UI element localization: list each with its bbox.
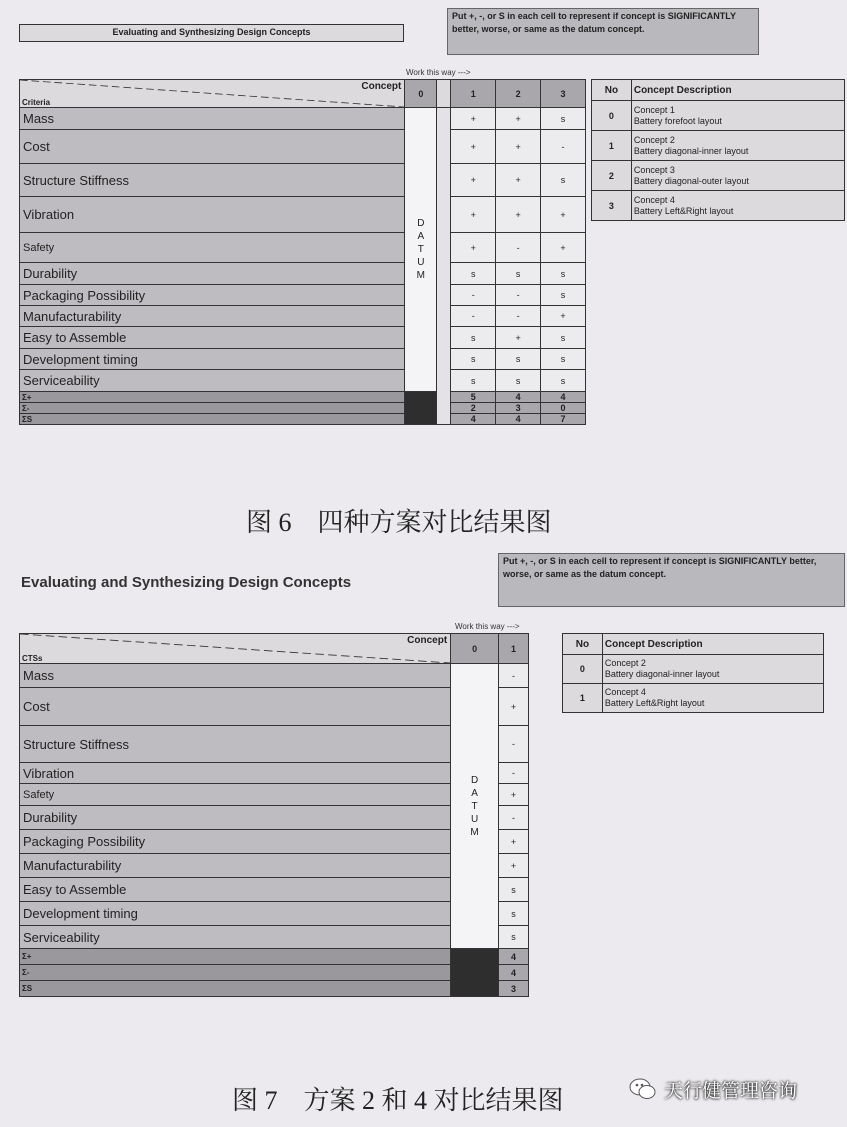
score-cell: s	[541, 108, 586, 130]
concept-description	[631, 101, 844, 131]
score-cell: +	[451, 197, 496, 233]
fig6-concept-description-table	[591, 79, 845, 221]
score-cell: -	[541, 130, 586, 164]
criterion-label: Easy to Assemble	[20, 327, 405, 349]
criterion-label: Manufacturability	[20, 854, 451, 878]
score-cell: s	[496, 370, 541, 392]
sum-cell: 4	[496, 414, 541, 425]
desc-header-row	[563, 634, 824, 655]
concept-description	[631, 161, 844, 191]
score-cell: s	[541, 285, 586, 306]
score-cell: s	[541, 349, 586, 370]
score-cell: +	[541, 197, 586, 233]
concept-description	[602, 655, 823, 684]
concept-layout: Battery diagonal-inner layout	[604, 669, 720, 679]
criterion-label: Durability	[20, 263, 405, 285]
criterion-label: Safety	[20, 233, 405, 263]
score-cell: +	[499, 830, 529, 854]
description-header: Concept Description	[631, 80, 844, 101]
concept-header: 2	[496, 80, 541, 108]
sum-cell: 4	[499, 949, 529, 965]
concept-description	[631, 131, 844, 161]
sum-label: Σ+	[20, 949, 451, 965]
sum-label: Σ-	[20, 403, 405, 414]
score-cell: s	[499, 902, 529, 926]
criterion-label: Mass	[20, 664, 451, 688]
criteria-row	[20, 164, 586, 197]
header-corner	[20, 634, 451, 664]
score-cell: +	[499, 784, 529, 806]
score-cell: +	[451, 108, 496, 130]
no-header: No	[563, 634, 603, 655]
criteria-row	[20, 108, 586, 130]
criterion-label: Vibration	[20, 197, 405, 233]
score-cell: +	[496, 130, 541, 164]
score-cell: +	[451, 164, 496, 197]
score-cell: s	[451, 263, 496, 285]
criteria-row	[20, 327, 586, 349]
datum-letter: U	[470, 813, 479, 825]
criterion-label: Structure Stiffness	[20, 726, 451, 763]
sum-cell: 5	[451, 392, 496, 403]
score-cell: -	[499, 726, 529, 763]
concept-layout: Battery forefoot layout	[633, 115, 722, 126]
datum-dark-block	[405, 392, 437, 425]
datum-letter: D	[417, 218, 425, 229]
sum-label: ΣS	[20, 414, 405, 425]
criteria-row	[20, 349, 586, 370]
score-cell: +	[496, 108, 541, 130]
sum-row	[20, 392, 586, 403]
score-cell: s	[451, 370, 496, 392]
datum-dark-block	[451, 949, 499, 997]
score-cell: -	[451, 285, 496, 306]
criterion-label: Cost	[20, 130, 405, 164]
score-cell: s	[541, 263, 586, 285]
sum-cell: 3	[496, 403, 541, 414]
description-row	[592, 101, 845, 131]
concept-name: Concept 1	[633, 104, 675, 115]
description-row	[592, 191, 845, 221]
concept-header: 0	[451, 634, 499, 664]
concept-number: 1	[563, 684, 603, 713]
criteria-label: Criteria	[22, 98, 51, 107]
criterion-label: Development timing	[20, 902, 451, 926]
score-cell: s	[496, 349, 541, 370]
criterion-label: Cost	[20, 688, 451, 726]
criteria-row	[20, 306, 586, 327]
concept-number: 0	[592, 101, 632, 131]
concept-header: 3	[541, 80, 586, 108]
sum-cell: 2	[451, 403, 496, 414]
concept-header: 1	[499, 634, 529, 664]
criterion-label: Durability	[20, 806, 451, 830]
no-header: No	[592, 80, 632, 101]
fig7-instruction-note: Put +, -, or S in each cell to represent if concept is SIGNIFICANTLY better, worse, or same as the datum concept.	[498, 553, 845, 607]
sum-row	[20, 949, 529, 965]
concept-number: 1	[592, 131, 632, 161]
concept-header: 0	[405, 80, 437, 108]
concept-layout: Battery diagonal-inner layout	[633, 145, 749, 156]
concept-name: Concept 4	[633, 194, 675, 205]
score-cell: +	[541, 306, 586, 327]
datum-letter: M	[470, 826, 479, 838]
concept-name: Concept 2	[604, 658, 646, 668]
fig7-title: Evaluating and Synthesizing Design Concepts	[21, 574, 352, 591]
score-cell: -	[499, 806, 529, 830]
score-cell: s	[541, 327, 586, 349]
criteria-row	[20, 197, 586, 233]
score-cell: -	[496, 233, 541, 263]
datum-column	[405, 108, 437, 392]
sum-label: Σ+	[20, 392, 405, 403]
criteria-row	[20, 263, 586, 285]
score-cell: -	[496, 306, 541, 327]
desc-header-row	[592, 80, 845, 101]
fig7-evaluation-table	[19, 633, 529, 997]
criterion-label: Easy to Assemble	[20, 878, 451, 902]
criteria-row	[20, 285, 586, 306]
criteria-row	[20, 233, 586, 263]
description-row	[592, 131, 845, 161]
concept-number: 0	[563, 655, 603, 684]
score-cell: s	[451, 327, 496, 349]
score-cell: +	[451, 233, 496, 263]
concept-layout: Battery Left&Right layout	[604, 698, 705, 708]
spacer-cell	[437, 80, 451, 108]
concept-number: 2	[592, 161, 632, 191]
sum-cell: 3	[499, 981, 529, 997]
fig6-evaluation-table	[19, 79, 586, 425]
criterion-label: Packaging Possibility	[20, 830, 451, 854]
fig6-instruction-note: Put +, -, or S in each cell to represent if concept is SIGNIFICANTLY better, worse, or same as the datum concept.	[447, 8, 759, 55]
concept-layout: Battery diagonal-outer layout	[633, 175, 749, 186]
score-cell: +	[496, 164, 541, 197]
description-row	[563, 655, 824, 684]
datum-letter: D	[470, 774, 479, 786]
score-cell: -	[499, 763, 529, 784]
concept-number: 3	[592, 191, 632, 221]
score-cell: s	[541, 370, 586, 392]
datum-letter: M	[416, 270, 425, 281]
concept-label: Concept	[361, 81, 402, 92]
datum-letter: A	[417, 231, 425, 242]
datum-letter: A	[471, 787, 478, 799]
criterion-label: Packaging Possibility	[20, 285, 405, 306]
sum-label: ΣS	[20, 981, 451, 997]
score-cell: +	[499, 688, 529, 726]
score-cell: +	[496, 327, 541, 349]
header-row	[20, 634, 529, 664]
datum-column	[451, 664, 499, 949]
header-corner	[20, 80, 405, 108]
header-row	[20, 80, 586, 108]
score-cell: -	[451, 306, 496, 327]
score-cell: +	[496, 197, 541, 233]
criteria-row	[20, 664, 529, 688]
sum-cell: 4	[541, 392, 586, 403]
score-cell: s	[541, 164, 586, 197]
concept-header: 1	[451, 80, 496, 108]
concept-description	[631, 191, 844, 221]
sum-cell: 4	[496, 392, 541, 403]
criterion-label: Development timing	[20, 349, 405, 370]
watermark-text: 天行健管理咨询	[664, 1081, 798, 1102]
criterion-label: Manufacturability	[20, 306, 405, 327]
description-row	[592, 161, 845, 191]
sum-row	[20, 414, 586, 425]
wechat-icon	[628, 1074, 658, 1104]
sum-cell: 7	[541, 414, 586, 425]
score-cell: s	[499, 926, 529, 949]
score-cell: -	[499, 664, 529, 688]
score-cell: +	[451, 130, 496, 164]
criterion-label: Serviceability	[20, 370, 405, 392]
concept-name: Concept 2	[633, 134, 675, 145]
score-cell: +	[541, 233, 586, 263]
criterion-label: Mass	[20, 108, 405, 130]
concept-layout: Battery Left&Right layout	[633, 205, 734, 216]
criterion-label: Safety	[20, 784, 451, 806]
criteria-label: CTSs	[22, 654, 43, 663]
sum-cell: 0	[541, 403, 586, 414]
concept-name: Concept 3	[633, 164, 675, 175]
sum-cell: 4	[451, 414, 496, 425]
fig6-work-this-way: Work this way --->	[406, 68, 471, 77]
concept-label: Concept	[407, 635, 448, 646]
score-cell: s	[499, 878, 529, 902]
datum-letter: T	[471, 800, 478, 812]
description-row	[563, 684, 824, 713]
fig7-work-this-way: Work this way --->	[455, 622, 520, 631]
criterion-label: Structure Stiffness	[20, 164, 405, 197]
fig6-title: Evaluating and Synthesizing Design Concepts	[19, 24, 404, 42]
concept-name: Concept 4	[604, 687, 646, 697]
criteria-row	[20, 130, 586, 164]
criteria-row	[20, 370, 586, 392]
fig7-concept-description-table	[562, 633, 824, 713]
sum-label: Σ-	[20, 965, 451, 981]
spacer-column	[437, 108, 451, 425]
concept-description	[602, 684, 823, 713]
fig6-caption: 图 6 四种方案对比结果图	[246, 508, 552, 537]
score-cell: s	[451, 349, 496, 370]
criterion-label: Serviceability	[20, 926, 451, 949]
description-header: Concept Description	[602, 634, 823, 655]
score-cell: s	[496, 263, 541, 285]
score-cell: +	[499, 854, 529, 878]
score-cell: -	[496, 285, 541, 306]
sum-cell: 4	[499, 965, 529, 981]
watermark	[628, 1072, 838, 1106]
criterion-label: Vibration	[20, 763, 451, 784]
datum-letter: U	[417, 257, 425, 268]
datum-letter: T	[417, 244, 424, 255]
fig7-caption: 图 7 方案 2 和 4 对比结果图	[232, 1086, 564, 1115]
sum-row	[20, 403, 586, 414]
